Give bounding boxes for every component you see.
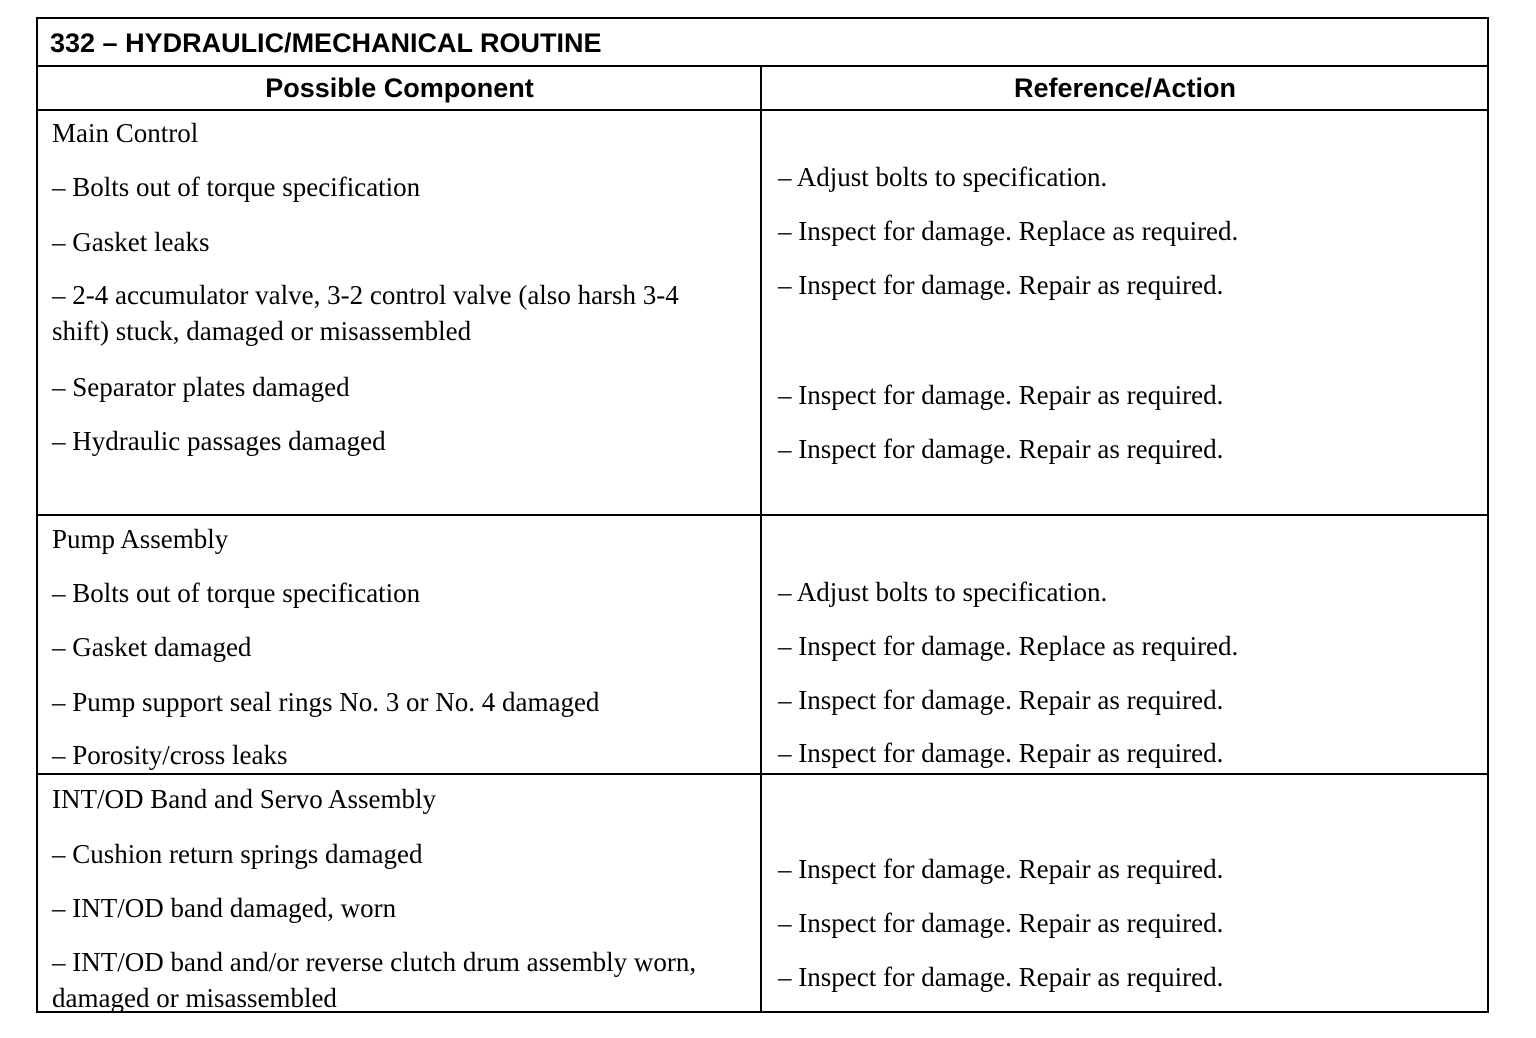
table-title: 332 – HYDRAULIC/MECHANICAL ROUTINE bbox=[38, 19, 1487, 67]
component-item: – INT/OD band damaged, worn bbox=[52, 893, 397, 923]
action-column bbox=[778, 775, 1478, 1011]
component-item: – Separator plates damaged bbox=[52, 372, 350, 402]
section-main-control bbox=[38, 111, 1487, 516]
section-heading: Pump Assembly bbox=[52, 524, 229, 554]
action-item: – Inspect for damage. Repair as required. bbox=[778, 270, 1224, 300]
header-possible-component: Possible Component bbox=[265, 73, 534, 103]
table-header-row bbox=[38, 67, 1487, 111]
component-item: – Cushion return springs damaged bbox=[52, 839, 423, 869]
component-item: – Porosity/cross leaks bbox=[52, 740, 288, 770]
header-reference-action: Reference/Action bbox=[1013, 73, 1237, 103]
component-item: – Gasket leaks bbox=[52, 227, 210, 257]
action-item: – Inspect for damage. Repair as required. bbox=[778, 738, 1224, 768]
component-item: – 2-4 accumulator valve, 3-2 control valve (also harsh 3-4 shift) stuck, damaged or misassembled bbox=[52, 280, 679, 346]
diagnostic-table bbox=[36, 17, 1489, 1013]
action-item: – Inspect for damage. Repair as required. bbox=[778, 380, 1224, 410]
action-item: – Adjust bolts to specification. bbox=[778, 162, 1108, 192]
component-column bbox=[52, 111, 752, 514]
action-item: – Inspect for damage. Replace as required. bbox=[778, 631, 1239, 661]
section-heading: INT/OD Band and Servo Assembly bbox=[52, 784, 436, 814]
action-item: – Inspect for damage. Repair as required. bbox=[778, 685, 1224, 715]
section-pump-assembly bbox=[38, 516, 1487, 775]
component-item: – Gasket damaged bbox=[52, 632, 252, 662]
action-column bbox=[778, 516, 1478, 773]
action-item: – Inspect for damage. Replace as required. bbox=[778, 216, 1239, 246]
component-item: – Bolts out of torque specification bbox=[52, 578, 421, 608]
component-item: – Pump support seal rings No. 3 or No. 4 damaged bbox=[52, 687, 600, 717]
action-item: – Inspect for damage. Repair as required. bbox=[778, 854, 1224, 884]
component-item: – Hydraulic passages damaged bbox=[52, 426, 386, 456]
section-heading: Main Control bbox=[52, 118, 199, 148]
component-column bbox=[52, 516, 752, 773]
action-item: – Inspect for damage. Repair as required. bbox=[778, 434, 1224, 464]
action-item: – Inspect for damage. Repair as required. bbox=[778, 962, 1224, 992]
section-intod-band-servo bbox=[38, 775, 1487, 1011]
component-column bbox=[52, 775, 752, 1011]
action-item: – Inspect for damage. Repair as required. bbox=[778, 908, 1224, 938]
component-item: – INT/OD band and/or reverse clutch drum assembly worn, damaged or misassembled bbox=[52, 947, 697, 1013]
component-item: – Bolts out of torque specification bbox=[52, 172, 421, 202]
action-item: – Adjust bolts to specification. bbox=[778, 577, 1108, 607]
action-column bbox=[778, 111, 1478, 514]
